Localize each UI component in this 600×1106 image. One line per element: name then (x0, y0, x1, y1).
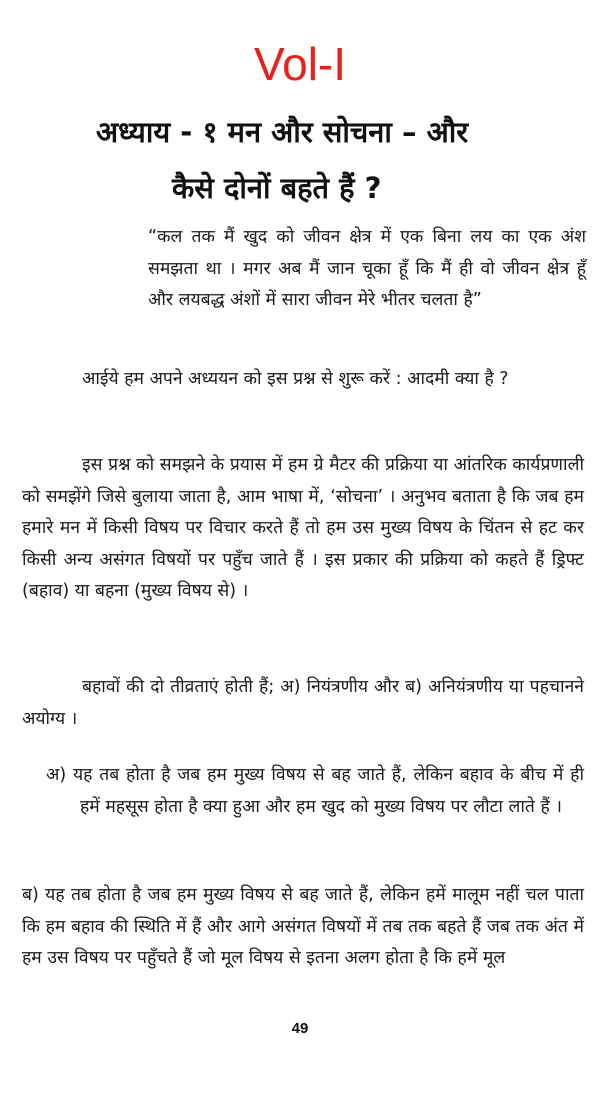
chapter-heading-line-2: कैसे दोनों बहते हैं ? (172, 171, 382, 205)
paragraph-intro: आईये हम अपने अध्ययन को इस प्रश्न से शुरू करें : आदमी क्या है ? (82, 369, 509, 389)
paragraph-drift-types: बहावों की दो तीव्रताएं होती हैं; अ) नियंत्रणीय और ब) अनियंत्रणीय या पहचानने अयोग्य । (22, 677, 584, 729)
chapter-heading (40, 104, 580, 216)
volume-title: Vol-I (253, 38, 347, 90)
paragraph-uncontrollable: ब) यह तब होता है जब हम मुख्य विषय से बह जाते हैं, लेकिन हमें मालूम नहीं चल पाता कि हम बहाव की स्थिति में हैं और आगे असंगत विषयों में तब तक बहते हैं जब तक अंत में हम उस विषय पर पहुँचते हैं जो मूल विषय से इतना अलग होता है कि हमें मूल (22, 885, 584, 968)
list-item-controllable: अ) यह तब होता है जब हम मुख्य विषय से बह जाते हैं, लेकिन बहाव के बीच में ही हमें महसूस होता है क्या हुआ और हम खुद को मुख्य विषय पर लौटा लाते हैं । (46, 765, 584, 817)
paragraph-thinking: इस प्रश्न को समझने के प्रयास में हम ग्रे मैटर की प्रक्रिया या आंतरिक कार्यप्रणाली को समझेंगे जिसे बुलाया जाता है, आम भाषा में, ‘सोचना’ । अनुभव बताता है कि जब हम हमारे मन में किसी विषय पर विचार करते हैं तो हम उस मुख्य विषय के चिंतन से हट कर किसी अन्य असंगत विषयों पर पहुँच जाते हैं । इस प्रकार की प्रक्रिया को कहते हैं ड्रिफ्ट (बहाव) या बहना (मुख्य विषय से) । (22, 455, 584, 601)
page-number: 49 (291, 1020, 309, 1037)
epigraph-quote: “कल तक मैं खुद को जीवन क्षेत्र में एक बिना लय का एक अंश समझता था । मगर अब मैं जान चूका हूँ कि मैं ही वो जीवन क्षेत्र हूँ और लयबद्ध अंशों में सारा जीवन मेरे भीतर चलता है” (148, 227, 586, 310)
chapter-heading-line-1: अध्याय - १ मन और सोचना – और (96, 115, 469, 149)
